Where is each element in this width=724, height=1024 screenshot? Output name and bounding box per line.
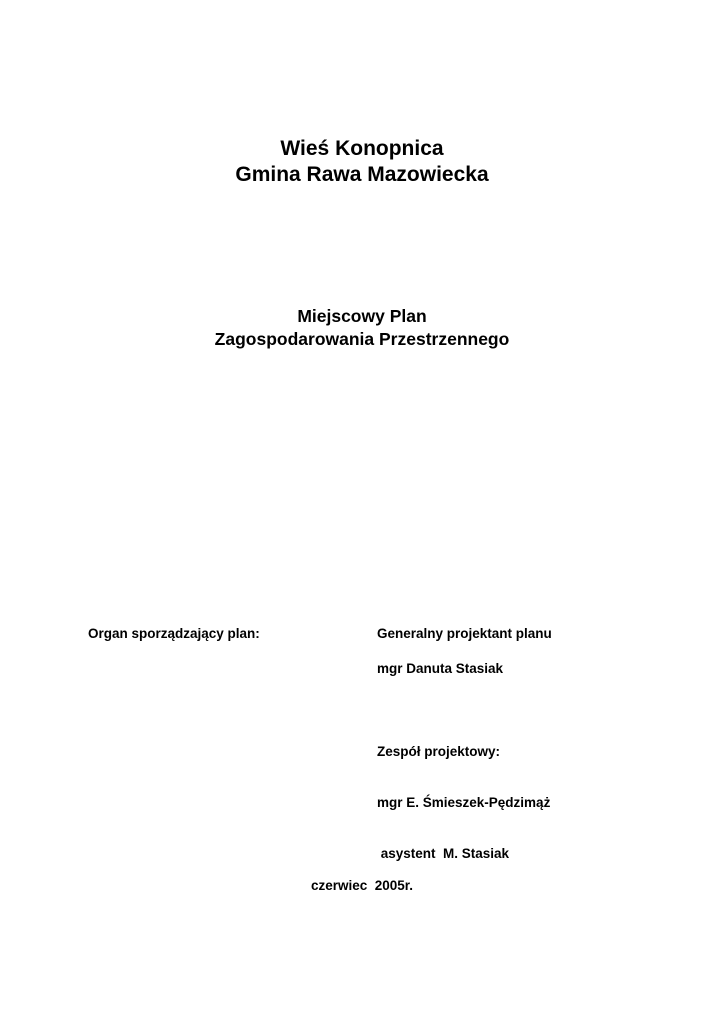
general-designer-label: Generalny projektant planu	[377, 626, 552, 641]
general-designer-name: mgr Danuta Stasiak	[377, 661, 504, 676]
plan-heading	[0, 305, 724, 351]
title-village: Wieś Konopnica	[280, 137, 444, 160]
design-team	[377, 709, 550, 896]
document-title	[0, 136, 724, 188]
plan-heading-line2: Zagospodarowania Przestrzennego	[214, 329, 510, 349]
plan-heading-line1: Miejscowy Plan	[297, 306, 427, 326]
design-team-assistant: asystent M. Stasiak	[377, 846, 510, 861]
design-team-label: Zespół projektowy:	[377, 744, 501, 759]
title-commune: Gmina Rawa Mazowiecka	[235, 163, 489, 186]
document-date: czerwiec 2005r.	[310, 878, 414, 893]
organ-label: Organ sporządzający plan:	[88, 626, 260, 641]
design-team-member: mgr E. Śmieszek-Pędzimąż	[377, 795, 551, 810]
